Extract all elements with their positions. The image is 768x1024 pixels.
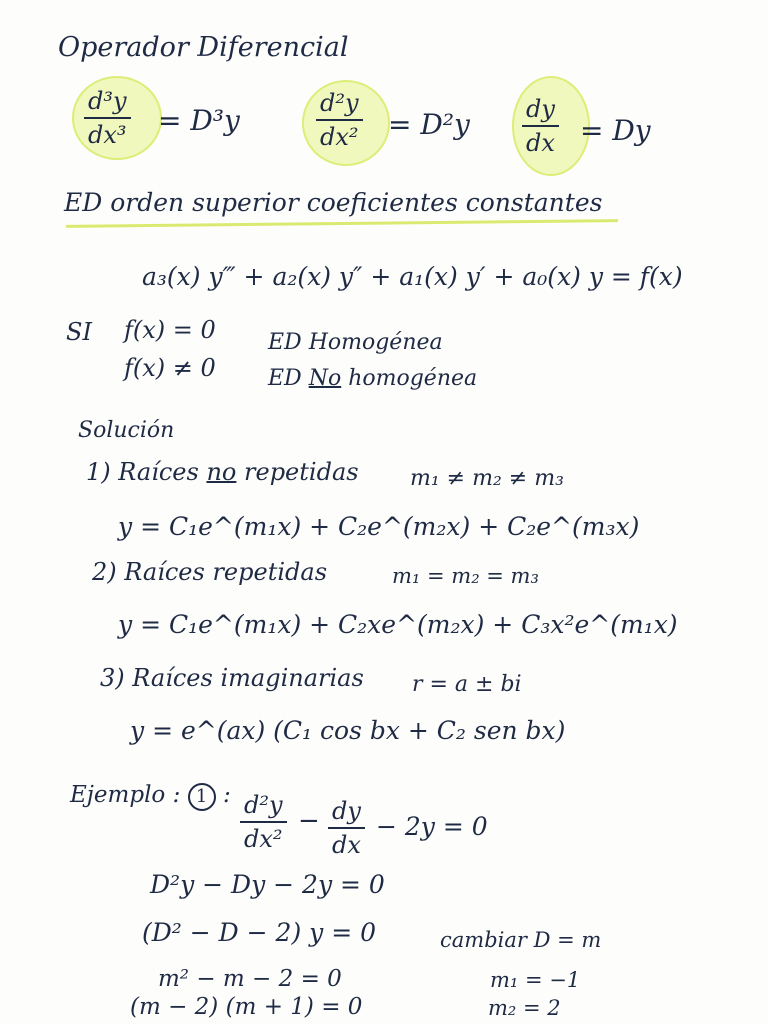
- solucion-heading: Solución: [78, 418, 175, 443]
- example-frac1-numerator: d²y: [244, 791, 283, 819]
- solution-1-condition: m₁ ≠ m₂ ≠ m₃: [410, 466, 564, 491]
- case-1-label: ED Homogénea: [268, 330, 443, 355]
- example-number-circled: 1: [188, 783, 216, 811]
- fraction-bar: [316, 119, 363, 121]
- solution-1-heading-no: no: [206, 458, 237, 486]
- fraction-bar: [240, 821, 287, 823]
- operator-2-rhs: = D²y: [388, 108, 470, 141]
- solution-3-condition: r = a ± bi: [412, 672, 522, 697]
- operator-2-numerator: d²y: [320, 89, 359, 117]
- solution-2-equation: y = C₁e^(m₁x) + C₂xe^(m₂x) + C₃x²e^(m₁x): [118, 610, 678, 639]
- solution-1-heading-pre: 1) Raíces: [86, 458, 199, 486]
- example-line-2: (D² − D − 2) y = 0: [142, 918, 377, 947]
- example-colon: :: [222, 782, 231, 808]
- solution-2-heading: 2) Raíces repetidas: [92, 558, 328, 586]
- operator-fraction-2: [316, 88, 363, 152]
- operator-3-rhs: = Dy: [580, 114, 651, 147]
- example-frac2-denominator: dx: [332, 831, 361, 859]
- example-root-1: m₁ = −1: [490, 968, 581, 992]
- example-equation-tail: − 2y = 0: [376, 812, 488, 841]
- operator-1-numerator: d³y: [88, 87, 127, 115]
- example-line-4: (m − 2) (m + 1) = 0: [130, 994, 363, 1020]
- solution-1-equation: y = C₁e^(m₁x) + C₂e^(m₂x) + C₂e^(m₃x): [118, 512, 640, 541]
- operator-fraction-1: [84, 86, 131, 150]
- operator-1-denominator: dx³: [88, 121, 127, 149]
- example-frac1-denominator: dx²: [244, 825, 283, 853]
- example-fraction-2: [328, 796, 365, 860]
- case-2-label-post: homogénea: [348, 366, 478, 391]
- solution-3-equation: y = e^(ax) (C₁ cos bx + C₂ sen bx): [130, 716, 566, 745]
- operator-1-rhs: = D³y: [158, 104, 240, 137]
- fraction-bar: [522, 125, 559, 127]
- example-label: [70, 782, 231, 811]
- case-2-label-pre: ED: [268, 366, 302, 391]
- example-root-2: m₂ = 2: [488, 996, 561, 1020]
- heading-underline: [66, 219, 618, 228]
- solution-3-heading: 3) Raíces imaginarias: [100, 664, 364, 692]
- example-line-3: m² − m − 2 = 0: [158, 966, 342, 992]
- operator-3-denominator: dx: [526, 129, 555, 157]
- fraction-bar: [328, 827, 365, 829]
- case-2-condition: f(x) ≠ 0: [124, 354, 216, 382]
- example-minus: −: [298, 806, 320, 836]
- example-cambiar-note: cambiar D = m: [440, 928, 602, 952]
- example-line-1: D²y − Dy − 2y = 0: [150, 870, 385, 899]
- operator-3-numerator: dy: [526, 95, 555, 123]
- fraction-bar: [84, 117, 131, 119]
- section-heading: ED orden superior coeficientes constantes: [64, 188, 603, 217]
- solution-1-heading-post: repetidas: [244, 458, 359, 486]
- operator-2-denominator: dx²: [320, 123, 359, 151]
- example-fraction-1: [240, 790, 287, 854]
- solution-2-condition: m₁ = m₂ = m₃: [392, 564, 539, 588]
- general-equation: a₃(x) y‴ + a₂(x) y″ + a₁(x) y′ + a₀(x) y = f(x): [142, 262, 683, 291]
- operator-fraction-3: [522, 94, 559, 158]
- page-title: Operador Diferencial: [58, 32, 349, 63]
- case-2-label-no: No: [308, 366, 342, 391]
- si-label: SI: [66, 318, 92, 346]
- example-frac2-numerator: dy: [332, 797, 361, 825]
- solution-1-heading: [86, 458, 359, 486]
- case-2-label: [268, 366, 477, 391]
- case-1-condition: f(x) = 0: [124, 316, 216, 344]
- example-label-text: Ejemplo :: [70, 782, 181, 808]
